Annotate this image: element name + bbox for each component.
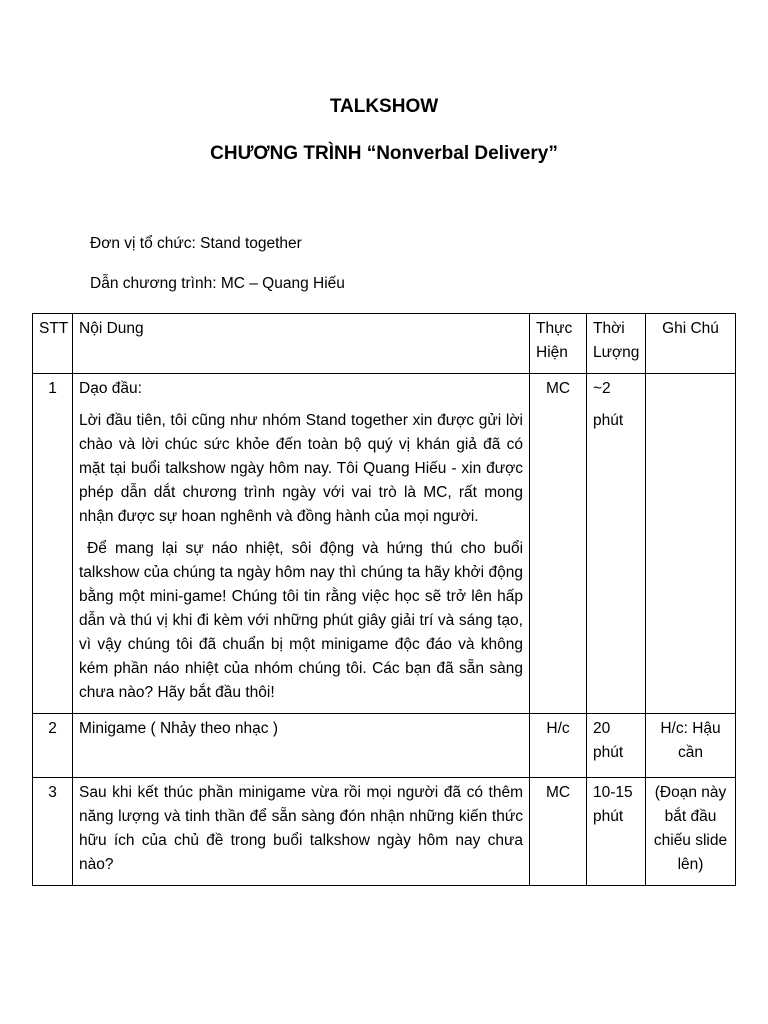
row-notes: (Đoạn này bắt đầu chiếu slide lên) [646,778,736,886]
row-stt: 2 [33,714,73,778]
row-notes [646,374,736,714]
row-content: Minigame ( Nhảy theo nhạc ) [73,714,530,778]
header-notes: Ghi Chú [646,314,736,374]
row-duration-value: ~2 [593,380,611,397]
document-title: TALKSHOW [329,96,439,117]
organizer-line: Đơn vị tổ chức: Stand together [90,235,302,252]
row-duration [587,374,646,714]
program-table [32,313,736,886]
table-row [33,778,736,886]
row-content [73,374,530,714]
row-content: Sau khi kết thúc phần minigame vừa rồi mọi người đã có thêm năng lượng và tinh thần để sẵn sàng đón nhận những kiến thức hữu ích của chủ đề trong buổi talkshow ngày hôm nay chưa nào? [73,778,530,886]
table-row [33,714,736,778]
row-notes: H/c: Hậu cần [646,714,736,778]
row-paragraph: Để mang lại sự náo nhiệt, sôi động và hứng thú cho buổi talkshow của chúng ta ngày hôm nay thì chúng ta hãy khởi động bằng một mini-game! Chúng tôi tin rằng việc học sẽ trở lên hấp dẫn và thú vị khi đi kèm với những phút giây giải trí và sáng tạo, vì vậy chúng tôi đã chuẩn bị một minigame độc đáo và không kém phần náo nhiệt của nhóm chúng tôi. Các bạn đã sẵn sàng chưa nào? Hãy bắt đầu thôi! [79,540,528,701]
row-heading: Dạo đầu: [79,380,142,397]
row-stt: 3 [33,778,73,886]
row-duration: 10-15 phút [587,778,646,886]
header-performer: Thực Hiện [530,314,587,374]
header-content: Nội Dung [73,314,530,374]
row-performer: H/c [530,714,587,778]
row-stt: 1 [33,374,73,714]
header-stt: STT [33,314,73,374]
program-subtitle: CHƯƠNG TRÌNH “Nonverbal Delivery” [210,143,558,164]
row-duration: 20 phút [587,714,646,778]
row-duration-unit: phút [593,412,624,429]
header-duration: Thời Lượng [587,314,646,374]
row-performer: MC [530,374,587,714]
row-performer: MC [530,778,587,886]
table-header-row [33,314,736,374]
host-line: Dẫn chương trình: MC – Quang Hiếu [90,275,345,292]
row-paragraph: Lời đầu tiên, tôi cũng như nhóm Stand together xin được gửi lời chào và lời chúc sức khỏe đến toàn bộ quý vị khán giả đã có mặt tại buổi talkshow ngày hôm nay. Tôi Quang Hiếu - xin được phép dẫn dắt chương trình ngày với vai trò là MC, rất mong nhận được sự hoan nghênh và đồng hành của mọi người. [79,412,523,525]
table-row [33,374,736,714]
